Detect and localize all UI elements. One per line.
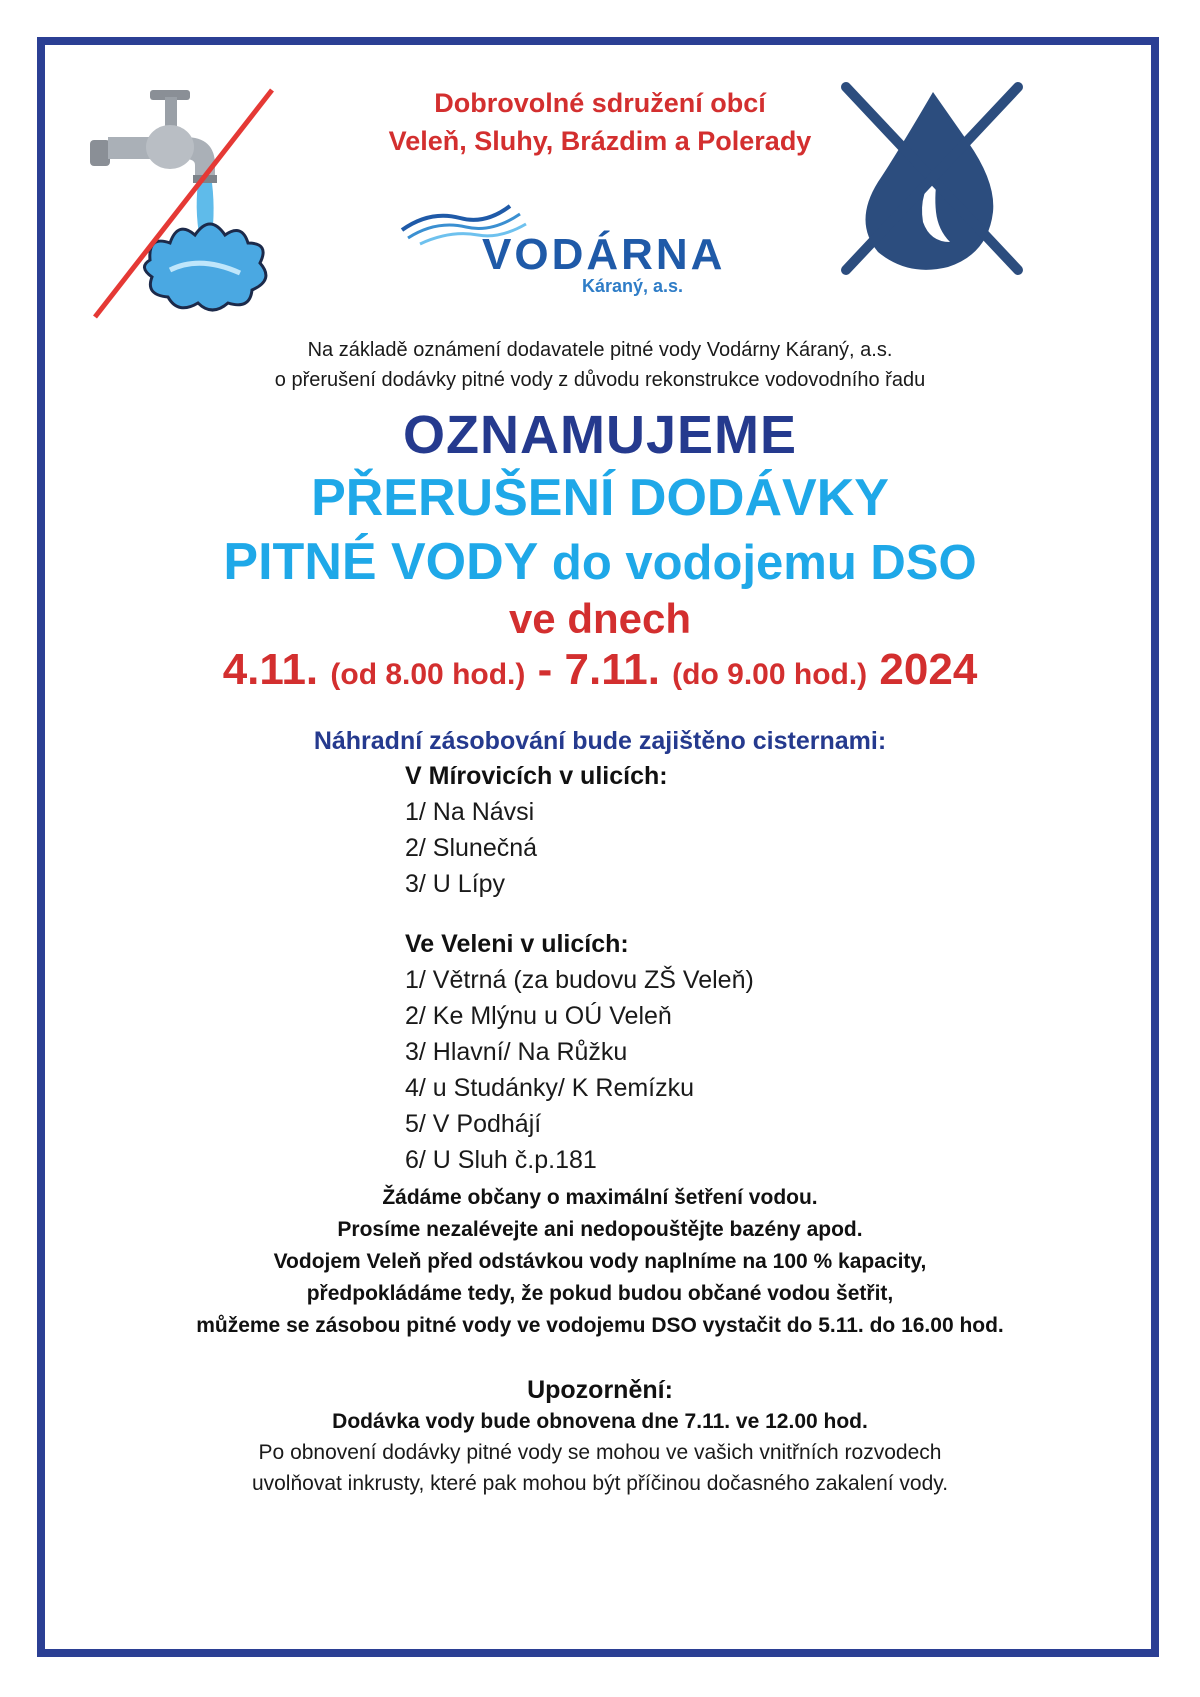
list-item: 6/ U Sluh č.p.181 <box>405 1146 597 1174</box>
date-dash: - <box>537 645 553 694</box>
warning-line-1: Po obnovení dodávky pitné vody se mohou ve vašich vnitřních rozvodech <box>258 1441 942 1464</box>
list-item: 3/ U Lípy <box>405 870 506 898</box>
headline-line-3 <box>0 530 1200 595</box>
headline-line-3-a: PITNÉ VODY <box>223 533 538 591</box>
warning-title: Upozornění: <box>527 1376 673 1404</box>
organization-line-2: Veleň, Sluhy, Brázdim a Polerady <box>388 126 812 156</box>
mirovice-heading: V Mírovicích v ulicích: <box>405 762 668 790</box>
list-item: 2/ Slunečná <box>405 834 538 862</box>
supply-title: Náhradní zásobování bude zajištěno cisternami: <box>313 727 887 755</box>
mirovice-list <box>405 758 1005 902</box>
headline-line-3-b: do vodojemu DSO <box>551 536 977 590</box>
intro-line-1: Na základě oznámení dodavatele pitné vody Vodárny Káraný, a.s. <box>307 339 893 361</box>
date-end: 7.11. <box>564 645 660 694</box>
headline-line-2: PŘERUŠENÍ DODÁVKY <box>311 469 889 527</box>
vodarna-logo-name: VODÁRNA <box>482 230 726 279</box>
list-item: 4/ u Studánky/ K Remízku <box>405 1074 695 1102</box>
velen-list <box>405 926 1005 1178</box>
appeal-line-3: Vodojem Veleň před odstávkou vody naplníme na 100 % kapacity, <box>273 1250 927 1273</box>
list-item: 3/ Hlavní/ Na Růžku <box>405 1038 628 1066</box>
list-item: 2/ Ke Mlýnu u OÚ Veleň <box>405 1002 672 1030</box>
appeal-line-1: Žádáme občany o maximální šetření vodou. <box>382 1186 818 1209</box>
time-end: (do 9.00 hod.) <box>672 658 868 691</box>
appeal-line-5: můžeme se zásobou pitné vody ve vodojemu DSO vystačit do 5.11. do 16.00 hod. <box>196 1314 1004 1337</box>
list-item: 5/ V Podhájí <box>405 1110 542 1138</box>
headline-dates <box>0 640 1200 705</box>
list-item: 1/ Větrná (za budovu ZŠ Veleň) <box>405 966 754 994</box>
headline-dnech: ve dnech <box>508 595 692 642</box>
time-start: (od 8.00 hod.) <box>330 658 526 691</box>
warning-line-2: uvolňovat inkrusty, které pak mohou být příčinou dočasného zakalení vody. <box>251 1472 949 1495</box>
vodarna-logo-subtitle: Káraný, a.s. <box>582 276 684 296</box>
appeal-line-4: předpokládáme tedy, že pokud budou občané vodou šetřit, <box>306 1282 894 1305</box>
list-item: 1/ Na Návsi <box>405 798 535 826</box>
date-year: 2024 <box>879 645 978 694</box>
intro-line-2: o přerušení dodávky pitné vody z důvodu rekonstrukce vodovodního řadu <box>274 369 926 391</box>
organization-line-1: Dobrovolné sdružení obcí <box>434 88 766 118</box>
velen-heading: Ve Veleni v ulicích: <box>405 930 629 958</box>
warning-bold-line: Dodávka vody bude obnovena dne 7.11. ve 12.00 hod. <box>332 1410 868 1433</box>
date-start: 4.11. <box>222 645 319 694</box>
appeal-line-2: Prosíme nezalévejte ani nedopouštějte bazény apod. <box>337 1218 863 1241</box>
headline-announce: OZNAMUJEME <box>402 405 797 465</box>
